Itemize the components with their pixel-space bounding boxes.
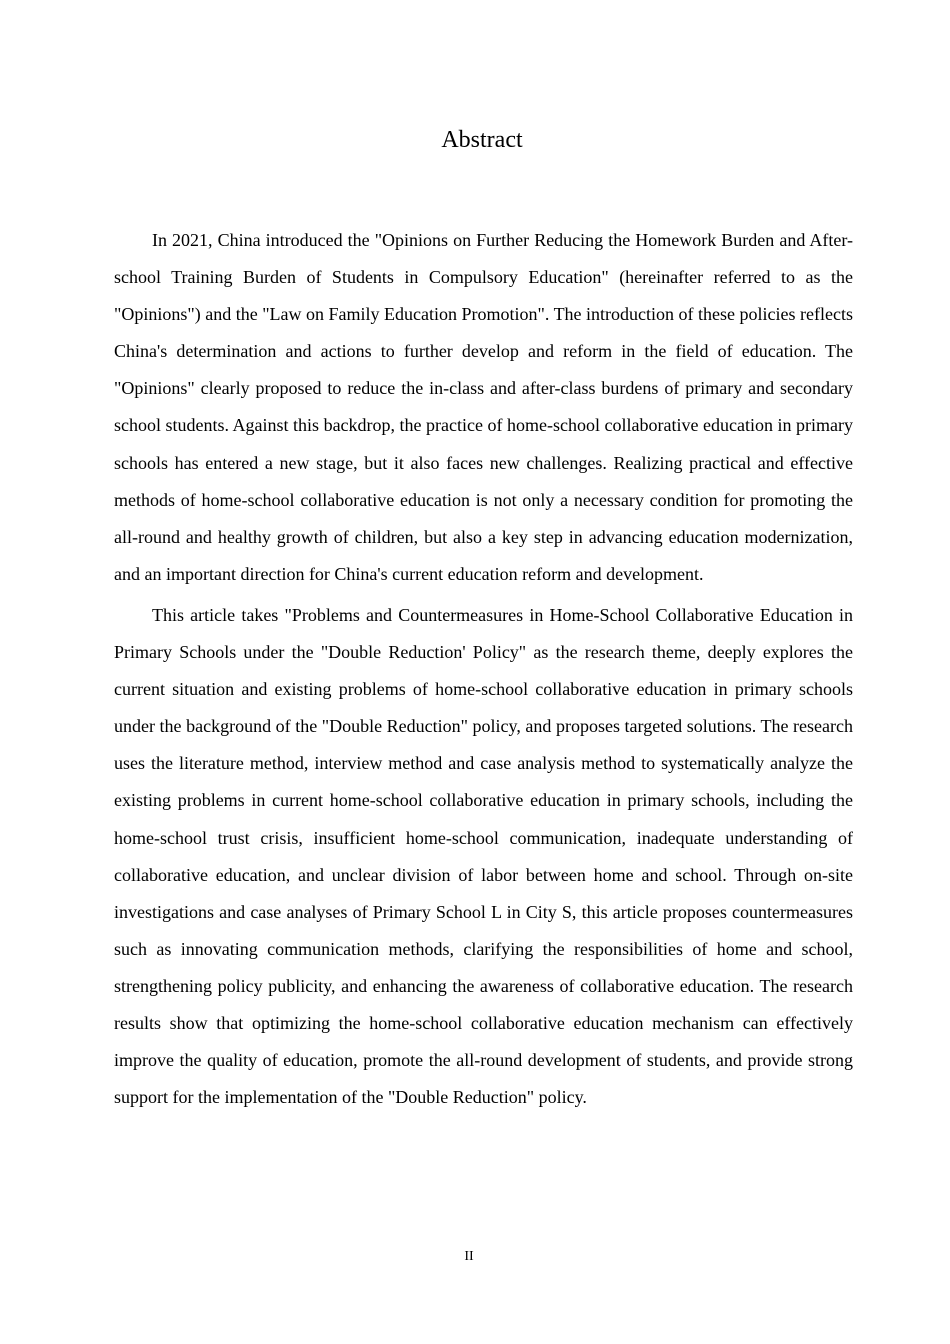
abstract-paragraph-2: This article takes "Problems and Countermeasures in Home-School Collaborative Education in Primary Schools under the "Double Reduction' Policy" as the research theme, deeply explores the current situation and existing problems of home-school collaborative education in primary schools under the background of the "Double Reduction" policy, and proposes targeted solutions. The research uses the literature method, interview method and case analysis method to systematically analyze the existing problems in current home-school collaborative education in primary schools, including the home-school trust crisis, insufficient home-school communication, inadequate understanding of collaborative education, and unclear division of labor between home and school. Through on-site investigations and case analyses of Primary School L in City S, this article proposes countermeasures such as innovating communication methods, clarifying the responsibilities of home and school, strengthening policy publicity, and enhancing the awareness of collaborative education. The research results show that optimizing the home-school collaborative education mechanism can effectively improve the quality of education, promote the all-round development of students, and provide strong support for the implementation of the "Double Reduction" policy. bbox=[114, 604, 853, 1108]
abstract-body bbox=[114, 222, 853, 1116]
page-title: Abstract bbox=[441, 127, 523, 153]
abstract-paragraph-1: In 2021, China introduced the "Opinions on Further Reducing the Homework Burden and After-school Training Burden of Students in Compulsory Education" (hereinafter referred to as the "Opinions") and the "Law on Family Education Promotion". The introduction of these policies reflects China's determination and actions to further develop and reform in the field of education. The "Opinions" clearly proposed to reduce the in-class and after-class burdens of primary and secondary school students. Against this backdrop, the practice of home-school collaborative education in primary schools has entered a new stage, but it also faces new challenges. Realizing practical and effective methods of home-school collaborative education is not only a necessary condition for promoting the all-round and healthy growth of children, but also a key step in advancing education modernization, and an important direction for China's current education reform and development. bbox=[114, 230, 853, 584]
page-number: II bbox=[464, 1249, 474, 1264]
